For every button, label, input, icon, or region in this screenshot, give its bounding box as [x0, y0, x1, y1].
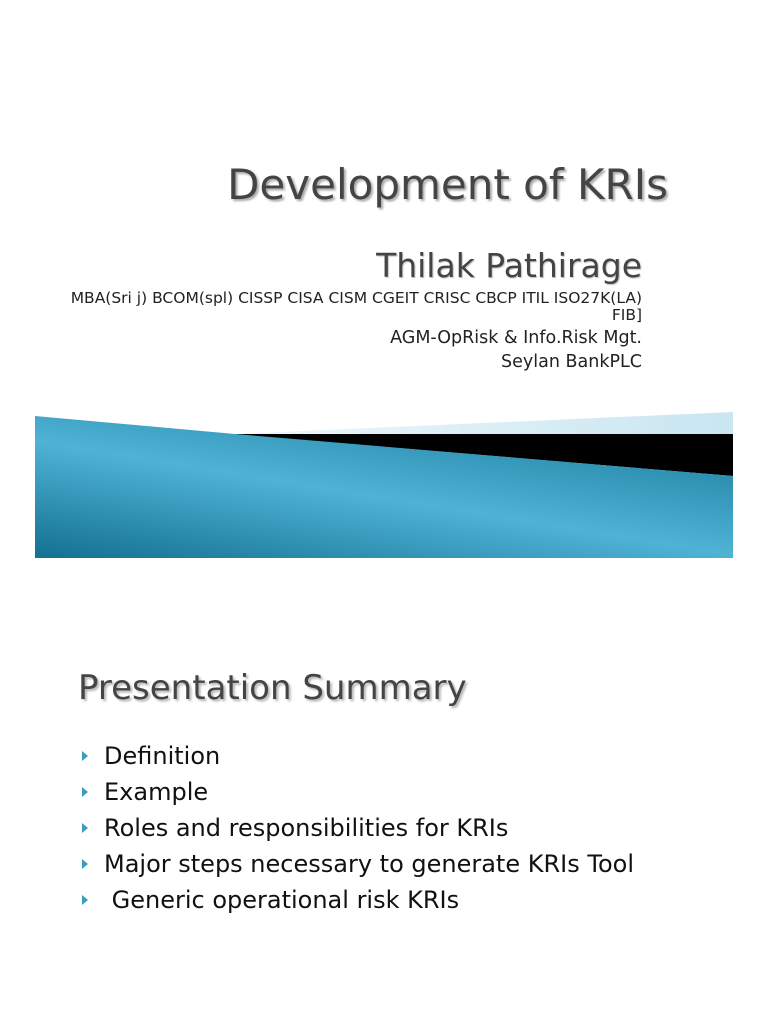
section-title: Presentation Summary	[78, 668, 467, 708]
summary-list	[82, 738, 634, 918]
list-item	[82, 882, 634, 918]
summary-slide	[0, 580, 768, 1024]
triangle-bullet-icon	[82, 823, 88, 833]
list-item-text: Roles and responsibilities for KRIs	[104, 814, 509, 842]
list-item	[82, 774, 634, 810]
triangle-bullet-icon	[82, 751, 88, 761]
author-organization: Seylan BankPLC	[501, 352, 642, 372]
list-item	[82, 846, 634, 882]
list-item	[82, 738, 634, 774]
list-item-text: Definition	[104, 742, 221, 770]
banner-light-stripe	[235, 412, 733, 434]
decorative-banner	[35, 412, 733, 558]
author-credentials: MBA(Sri j) BCOM(spl) CISSP CISA CISM CGEIT CRISC CBCP ITIL ISO27K(LA) FIB]	[70, 289, 642, 324]
triangle-bullet-icon	[82, 787, 88, 797]
triangle-bullet-icon	[82, 859, 88, 869]
author-name: Thilak Pathirage	[376, 246, 642, 285]
list-item-text: Generic operational risk KRIs	[104, 886, 460, 914]
list-item	[82, 810, 634, 846]
slide-title: Development of KRIs	[227, 160, 668, 209]
list-item-text: Major steps necessary to generate KRIs Tool	[104, 850, 634, 878]
list-item-text: Example	[104, 778, 209, 806]
author-role: AGM-OpRisk & Info.Risk Mgt.	[390, 328, 642, 348]
triangle-bullet-icon	[82, 895, 88, 905]
